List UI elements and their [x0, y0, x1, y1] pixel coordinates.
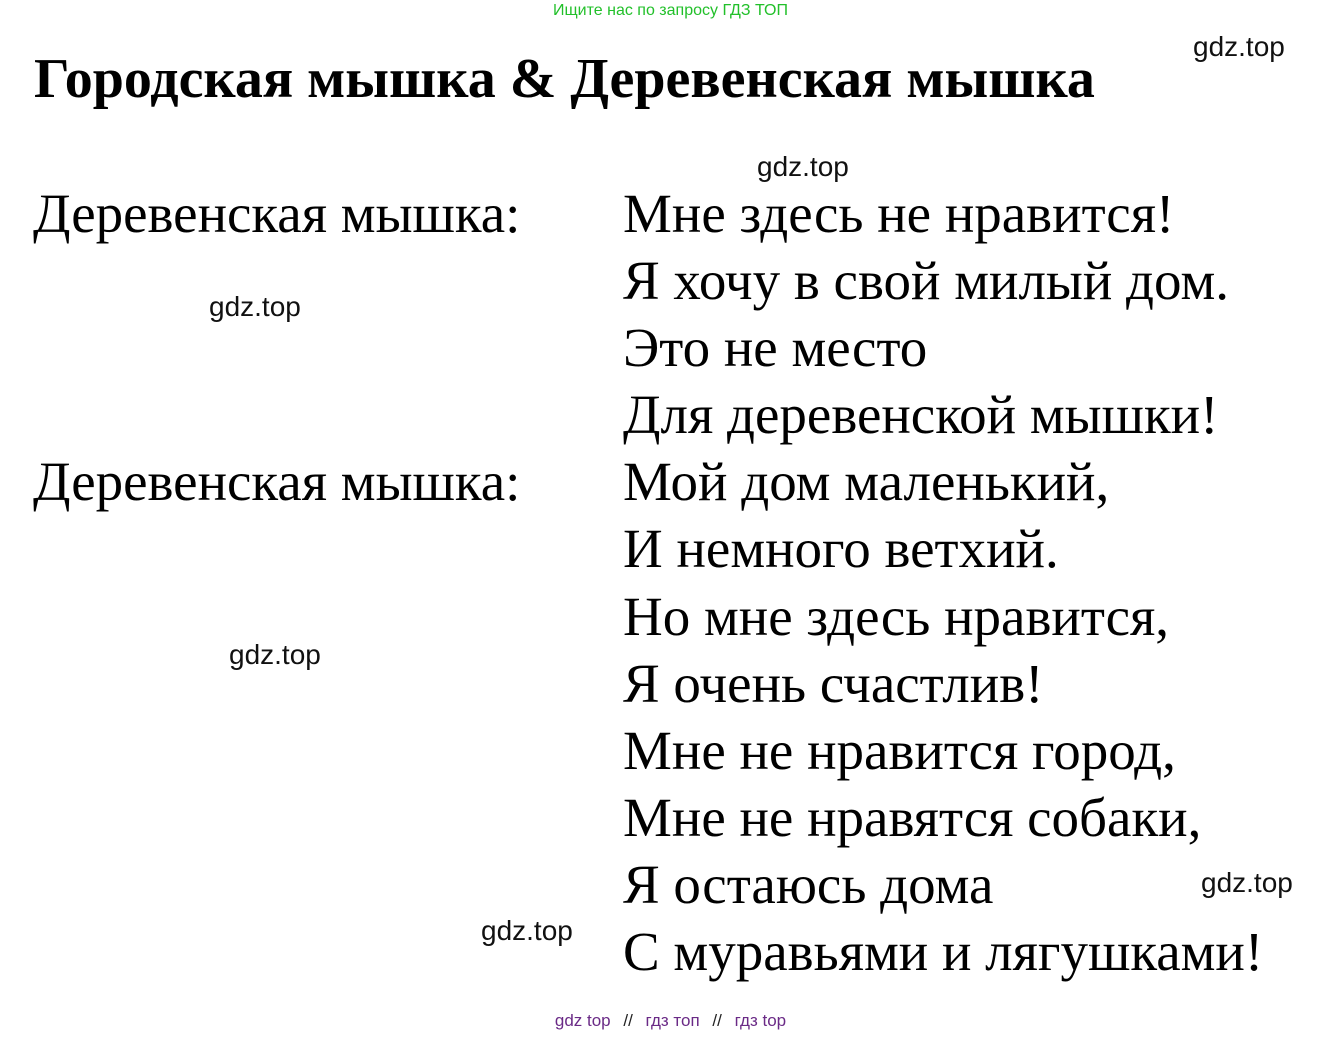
speaker-label: Деревенская мышка: — [33, 451, 521, 512]
page-title: Городская мышка & Деревенская мышка — [34, 48, 1095, 110]
poem-line: Но мне здесь нравится, — [623, 586, 1170, 647]
footer-separator: // — [712, 1011, 722, 1030]
poem-line: Мне не нравятся собаки, — [623, 787, 1202, 848]
watermark: gdz.top — [757, 151, 849, 182]
poem-line: Мой дом маленький, — [623, 451, 1110, 512]
poem-line: Я остаюсь дома — [623, 854, 994, 915]
watermark: gdz.top — [1201, 867, 1293, 898]
poem-line: С муравьями и лягушками! — [623, 921, 1264, 982]
speaker-label: Деревенская мышка: — [33, 183, 521, 244]
footer-link[interactable]: gdz top — [554, 1011, 611, 1030]
poem-line: Я очень счастлив! — [623, 653, 1044, 714]
poem-line: Для деревенской мышки! — [623, 384, 1219, 445]
footer-separator: // — [623, 1011, 633, 1030]
watermark: gdz.top — [229, 639, 321, 670]
poem-line: Мне не нравится город, — [623, 720, 1176, 781]
poem-line: И немного ветхий. — [623, 518, 1059, 579]
watermark: gdz.top — [481, 915, 573, 946]
top-banner: Ищите нас по запросу ГДЗ ТОП — [553, 2, 788, 19]
footer-link[interactable]: гдз топ — [645, 1011, 700, 1030]
poem-line: Мне здесь не нравится! — [623, 183, 1175, 244]
footer-link[interactable]: гдз top — [734, 1011, 787, 1030]
watermark: gdz.top — [1193, 31, 1285, 62]
poem-line: Я хочу в свой милый дом. — [623, 250, 1230, 311]
footer-links — [0, 1011, 1341, 1031]
poem-line: Это не место — [623, 317, 928, 378]
watermark: gdz.top — [209, 291, 301, 322]
